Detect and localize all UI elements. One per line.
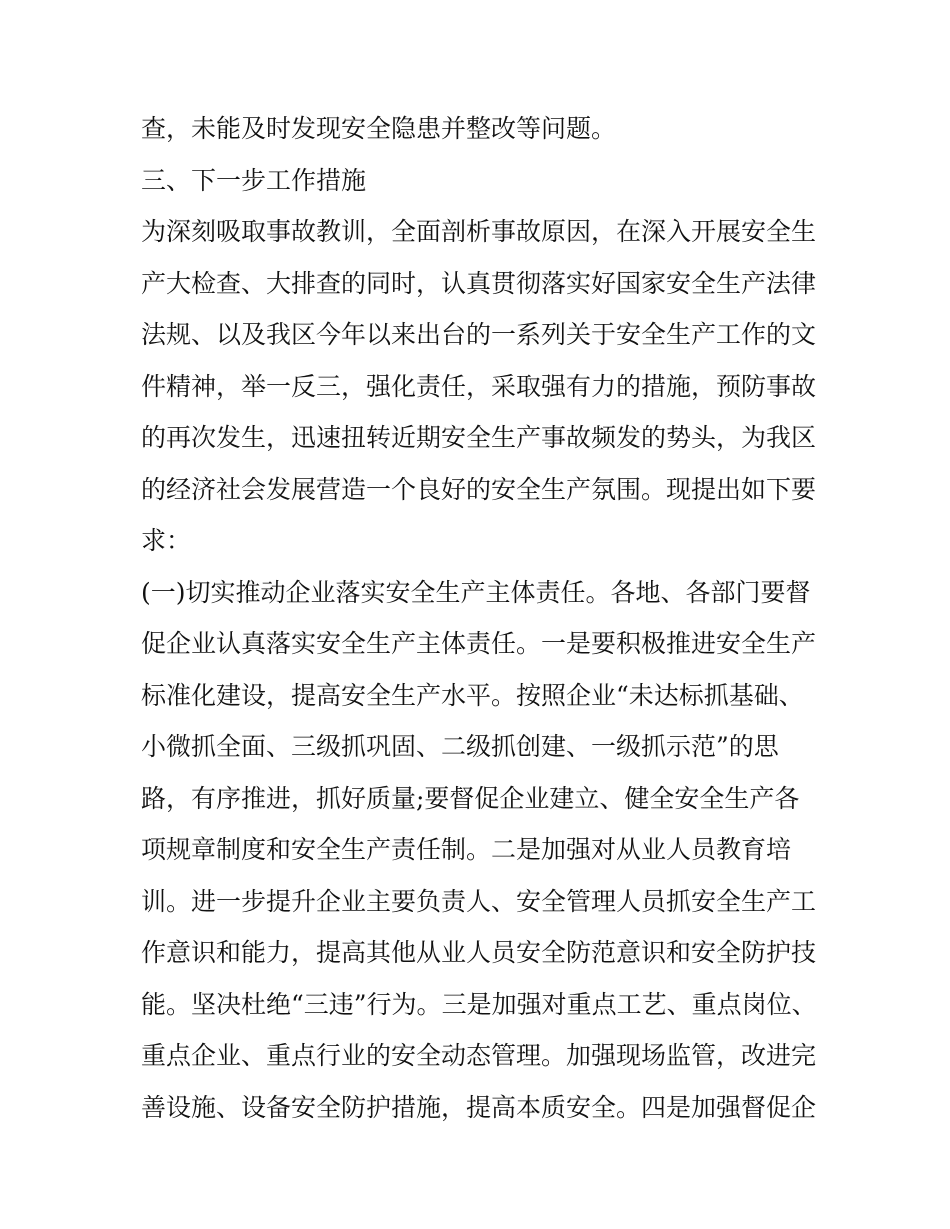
text-line: 法规、以及我区今年以来出台的一系列关于安全生产工作的文	[141, 320, 817, 349]
text-line: 促企业认真落实安全生产主体责任。一是要积极推进安全生产	[141, 629, 817, 658]
text-line: 重点企业、重点行业的安全动态管理。加强现场监管，改进完	[141, 1041, 817, 1070]
body-text	[141, 103, 841, 1133]
text-line: 善设施、设备安全防护措施，提高本质安全。四是加强督促企	[141, 1092, 817, 1122]
text-line: 件精神，举一反三，强化责任，采取强有力的措施，预防事故	[141, 371, 817, 401]
text-line: 求：	[141, 526, 192, 555]
text-line: 能。坚决杜绝“三违”行为。三是加强对重点工艺、重点岗位、	[141, 989, 817, 1019]
text-line: 训。进一步提升企业主要负责人、安全管理人员抓安全生产工	[141, 886, 817, 916]
text-line: 的经济社会发展营造一个良好的安全生产氛围。现提出如下要	[141, 474, 817, 504]
text-line: 查，未能及时发现安全隐患并整改等问题。	[141, 114, 617, 143]
subsection-heading: (一)切实推动企业落实安全生产主体责任。各地、各部门要督	[141, 577, 811, 607]
text-line: 路，有序推进，抓好质量;要督促企业建立、健全安全生产各	[141, 783, 800, 813]
text-line: 产大检查、大排查的同时，认真贯彻落实好国家安全生产法律	[141, 268, 817, 298]
text-line: 的再次发生，迅速扭转近期安全生产事故频发的势头，为我区	[141, 423, 817, 452]
text-line: 标准化建设，提高安全生产水平。按照企业“未达标抓基础、	[141, 680, 804, 710]
text-line: 小微抓全面、三级抓巩固、二级抓创建、一级抓示范”的思	[141, 732, 779, 761]
text-line: 为深刻吸取事故教训，全面剖析事故原因，在深入开展安全生	[141, 217, 817, 246]
text-line: 作意识和能力，提高其他从业人员安全防范意识和安全防护技	[141, 938, 817, 967]
text-line: 项规章制度和安全生产责任制。二是加强对从业人员教育培	[141, 835, 792, 864]
section-heading: 三、下一步工作措施	[141, 165, 367, 195]
